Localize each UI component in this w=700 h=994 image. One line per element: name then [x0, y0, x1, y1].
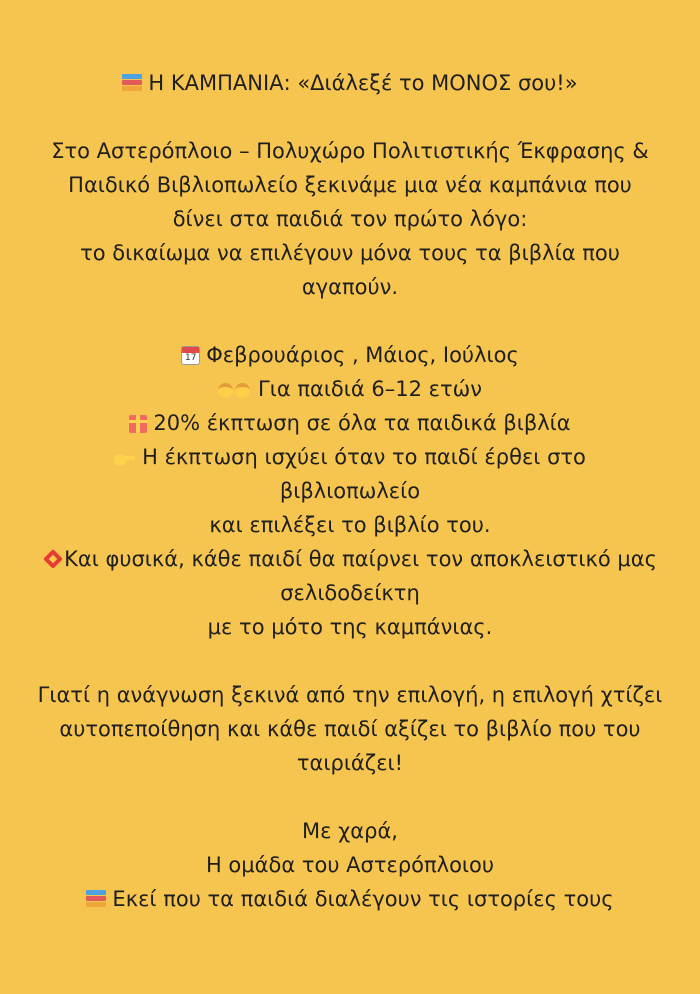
dates-line	[24, 338, 676, 372]
collision-icon	[43, 549, 63, 569]
condition-line: βιβλιοπωλείο	[279, 479, 421, 503]
condition-text: Η έκπτωση ισχύει όταν το παιδί έρθει στο	[142, 445, 586, 469]
condition-line: και επιλέξει το βιβλίο του.	[209, 513, 491, 537]
motto-text: Εκεί που τα παιδιά διαλέγουν τις ιστορίες τους	[112, 887, 614, 911]
title-text: Η ΚΑΜΠΑΝΙΑ: «Διάλεξέ το ΜΟΝΟΣ σου!»	[148, 71, 578, 95]
bookmark-text: Και φυσικά, κάθε παιδί θα παίρνει τον αποκλειστικό μας	[64, 547, 657, 571]
intro-line: αγαπούν.	[301, 275, 399, 299]
closing-line: ταιριάζει!	[296, 751, 404, 775]
closing-paragraph	[0, 678, 700, 780]
intro-paragraph	[0, 134, 700, 304]
closing-line: Γιατί η ανάγνωση ξεκινά από την επιλογή, η επιλογή χτίζει	[37, 683, 663, 707]
condition-line	[24, 440, 676, 474]
dates-text: Φεβρουάριος , Μάιος, Ιούλιος	[206, 343, 519, 367]
children-icon	[218, 381, 252, 399]
pointing-hand-icon	[114, 450, 136, 466]
calendar-icon	[181, 346, 200, 365]
ages-text: Για παιδιά 6–12 ετών	[258, 377, 482, 401]
books-icon	[86, 890, 106, 908]
intro-line: Στο Αστερόπλοιο – Πολυχώρο Πολιτιστικής Έκφρασης &	[51, 139, 649, 163]
books-icon	[122, 74, 142, 92]
intro-line: το δικαίωμα να επιλέγουν μόνα τους τα βιβλία που	[80, 241, 620, 265]
signature-block	[0, 814, 700, 916]
spacer	[0, 644, 700, 678]
intro-line: δίνει στα παιδιά τον πρώτο λόγο:	[172, 207, 528, 231]
ages-line	[24, 372, 676, 406]
bookmark-line: με το μότο της καμπάνιας.	[207, 615, 493, 639]
closing-line: αυτοπεποίθηση και κάθε παιδί αξίζει το βιβλίο που του	[59, 717, 641, 741]
discount-line	[24, 406, 676, 440]
spacer	[0, 780, 700, 814]
bookmark-line: σελιδοδείκτη	[280, 581, 420, 605]
spacer	[0, 100, 700, 134]
spacer	[0, 304, 700, 338]
bookmark-line	[24, 542, 676, 576]
intro-line: Παιδικό Βιβλιοπωλείο ξεκινάμε μια νέα καμπάνια που	[68, 173, 632, 197]
greeting: Με χαρά,	[302, 819, 398, 843]
campaign-title	[24, 66, 676, 100]
team-name: Η ομάδα του Αστερόπλοιου	[205, 853, 495, 877]
gift-icon	[129, 415, 147, 433]
campaign-details	[0, 338, 700, 644]
motto-line	[24, 882, 676, 916]
discount-text: 20% έκπτωση σε όλα τα παιδικά βιβλία	[153, 411, 571, 435]
